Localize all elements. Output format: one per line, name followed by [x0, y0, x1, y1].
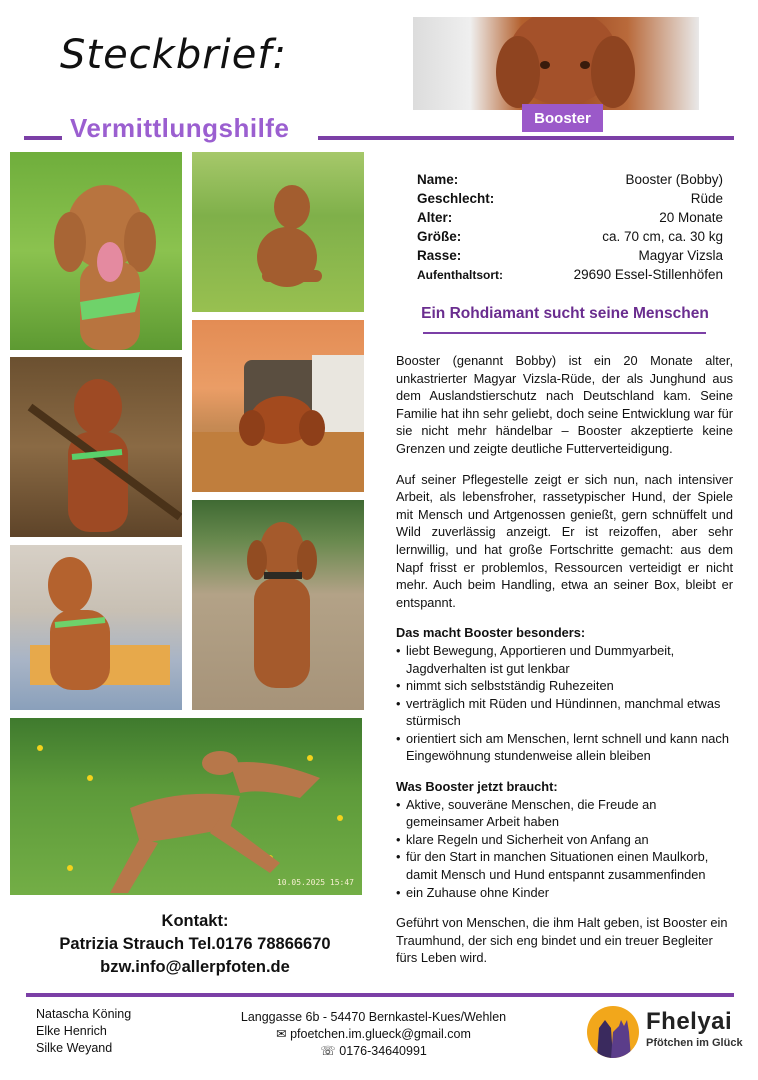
fact-value: Booster (Bobby): [625, 172, 723, 187]
photo-dog-harness-grass: [10, 152, 182, 350]
list-item: • Aktive, souveräne Menschen, die Freude an gemeinsamer Arbeit haben: [396, 796, 733, 831]
description: [396, 352, 733, 980]
fact-row: [417, 189, 723, 208]
description-paragraph: Booster (genannt Bobby) ist ein 20 Monate alter, unkastrierter Magyar Vizsla-Rüde, der als Junghund aus dem Auslandstierschutz nach Deutschland kam. Seine Familie hat ihn sehr geliebt, doch seine Entwicklung war für sie nicht mehr händelbar – Booster akzeptierte keine Grenzen und zeigte deutliche Futterverteidigung.: [396, 353, 733, 456]
dog-face-illustration: [413, 17, 699, 110]
contact-block: [40, 910, 350, 979]
logo-tagline: Pfötchen im Glück: [646, 1037, 743, 1049]
dog-name-badge: Booster: [522, 104, 603, 132]
photo-dog-on-bed: [10, 545, 182, 710]
fact-row: [417, 208, 723, 227]
logo-name: Fhelyai: [646, 1008, 733, 1035]
footer-name: Elke Henrich: [36, 1024, 107, 1038]
list-item: • liebt Bewegung, Apportieren und Dummyarbeit, Jagdverhalten ist gut lenkbar: [396, 642, 733, 677]
fact-label: Aufenthaltsort:: [417, 267, 503, 282]
special-section-title: Das macht Booster besonders:: [396, 625, 586, 641]
footer-names: [36, 1006, 131, 1057]
fact-label: Größe:: [417, 229, 462, 244]
list-item: • ein Zuhause ohne Kinder: [396, 884, 733, 902]
fact-row: [417, 246, 723, 265]
list-item: • klare Regeln und Sicherheit von Anfang an: [396, 831, 733, 849]
logo-text: [646, 1008, 743, 1049]
headline-underline: [423, 332, 706, 334]
fact-value: Magyar Vizsla: [638, 248, 723, 263]
list-item: • für den Start in manchen Situationen einen Maulkorb, damit Mensch und Hund entspannt zusammenfinden: [396, 848, 733, 883]
special-list: [396, 642, 733, 765]
contact-title: Kontakt:: [161, 912, 229, 930]
list-item: • verträglich mit Rüden und Hündinnen, manchmal etwas stürmisch: [396, 695, 733, 730]
header-dog-photo: [413, 17, 699, 110]
fact-value: Rüde: [690, 191, 723, 206]
fact-label: Geschlecht:: [417, 191, 495, 206]
list-item: • nimmt sich selbstständig Ruhezeiten: [396, 677, 733, 695]
page-title: Steckbrief:: [60, 32, 287, 78]
phone-icon: ☏: [320, 1044, 336, 1058]
fact-value: ca. 70 cm, ca. 30 kg: [602, 229, 723, 244]
subtitle: Vermittlungshilfe: [70, 113, 290, 143]
description-paragraph: Auf seiner Pflegestelle zeigt er sich nun, nach intensiver Arbeit, als lebensfroher, rassetypischer Hund, der Spiele mit Mensch und Artgenossen genießt, gern schnüffelt und Wild zuverlässig anzeigt. Er ist reizoffen, aber sehr lernwillig, und hat große Fortschritte gemacht: aus dem Napf frisst er problemlos, Ressourcen verteidigt er nicht mehr. Auch beim Handling, etwa an seiner Box, bleibt er entspannt.: [396, 471, 733, 610]
closing-paragraph: Geführt von Menschen, die ihm Halt geben, ist Booster ein Traumhund, der sich eng bindet und ein treuer Begleiter fürs Leben wird.: [396, 915, 728, 966]
list-item: • orientiert sich am Menschen, lernt schnell und kann nach Eingewöhnung stundenweise allein bleiben: [396, 730, 733, 765]
footer-email[interactable]: pfoetchen.im.glueck@gmail.com: [290, 1027, 471, 1041]
fact-row: [417, 227, 723, 246]
fact-label: Alter:: [417, 210, 453, 225]
fact-value: 29690 Essel-Stillenhöfen: [573, 267, 723, 282]
needs-list: [396, 796, 733, 902]
footer-phone-line: [236, 1043, 511, 1060]
envelope-icon: ✉: [276, 1027, 287, 1041]
fact-label: Rasse:: [417, 248, 462, 263]
header-rule-left: [24, 136, 62, 140]
photo-dog-lying-flowers: [10, 718, 362, 895]
fact-row: [417, 170, 723, 189]
footer-phone: 0176-34640991: [339, 1044, 427, 1058]
footer-address-block: [236, 1009, 511, 1060]
contact-person: Patrizia Strauch Tel.0176 78866670: [59, 935, 331, 953]
dog-facts: [417, 170, 723, 284]
fact-row: [417, 265, 723, 284]
footer-name: Silke Weyand: [36, 1041, 113, 1055]
footer-email-line: [236, 1026, 511, 1043]
photo-dog-with-stick: [10, 357, 182, 537]
logo-dog-cat-icon: [587, 1006, 639, 1058]
headline: Ein Rohdiamant sucht seine Menschen: [421, 305, 709, 322]
footer-rule: [26, 993, 734, 997]
header-rule-right: [318, 136, 734, 140]
footer-name: Natascha Köning: [36, 1007, 132, 1021]
photo-dog-sitting-path: [192, 500, 364, 710]
fact-label: Name:: [417, 172, 459, 187]
footer-address: Langgasse 6b - 54470 Bernkastel-Kues/Wehlen: [240, 1010, 507, 1024]
photo-dog-head-on-table: [192, 320, 364, 492]
photo-timestamp: 10.05.2025 15:47: [276, 878, 354, 887]
photo-dog-lying-meadow: [192, 152, 364, 312]
logo-emblem: [587, 1006, 639, 1058]
needs-section-title: Was Booster jetzt braucht:: [396, 779, 558, 795]
fact-value: 20 Monate: [659, 210, 723, 225]
contact-email[interactable]: bzw.info@allerpfoten.de: [100, 958, 290, 976]
